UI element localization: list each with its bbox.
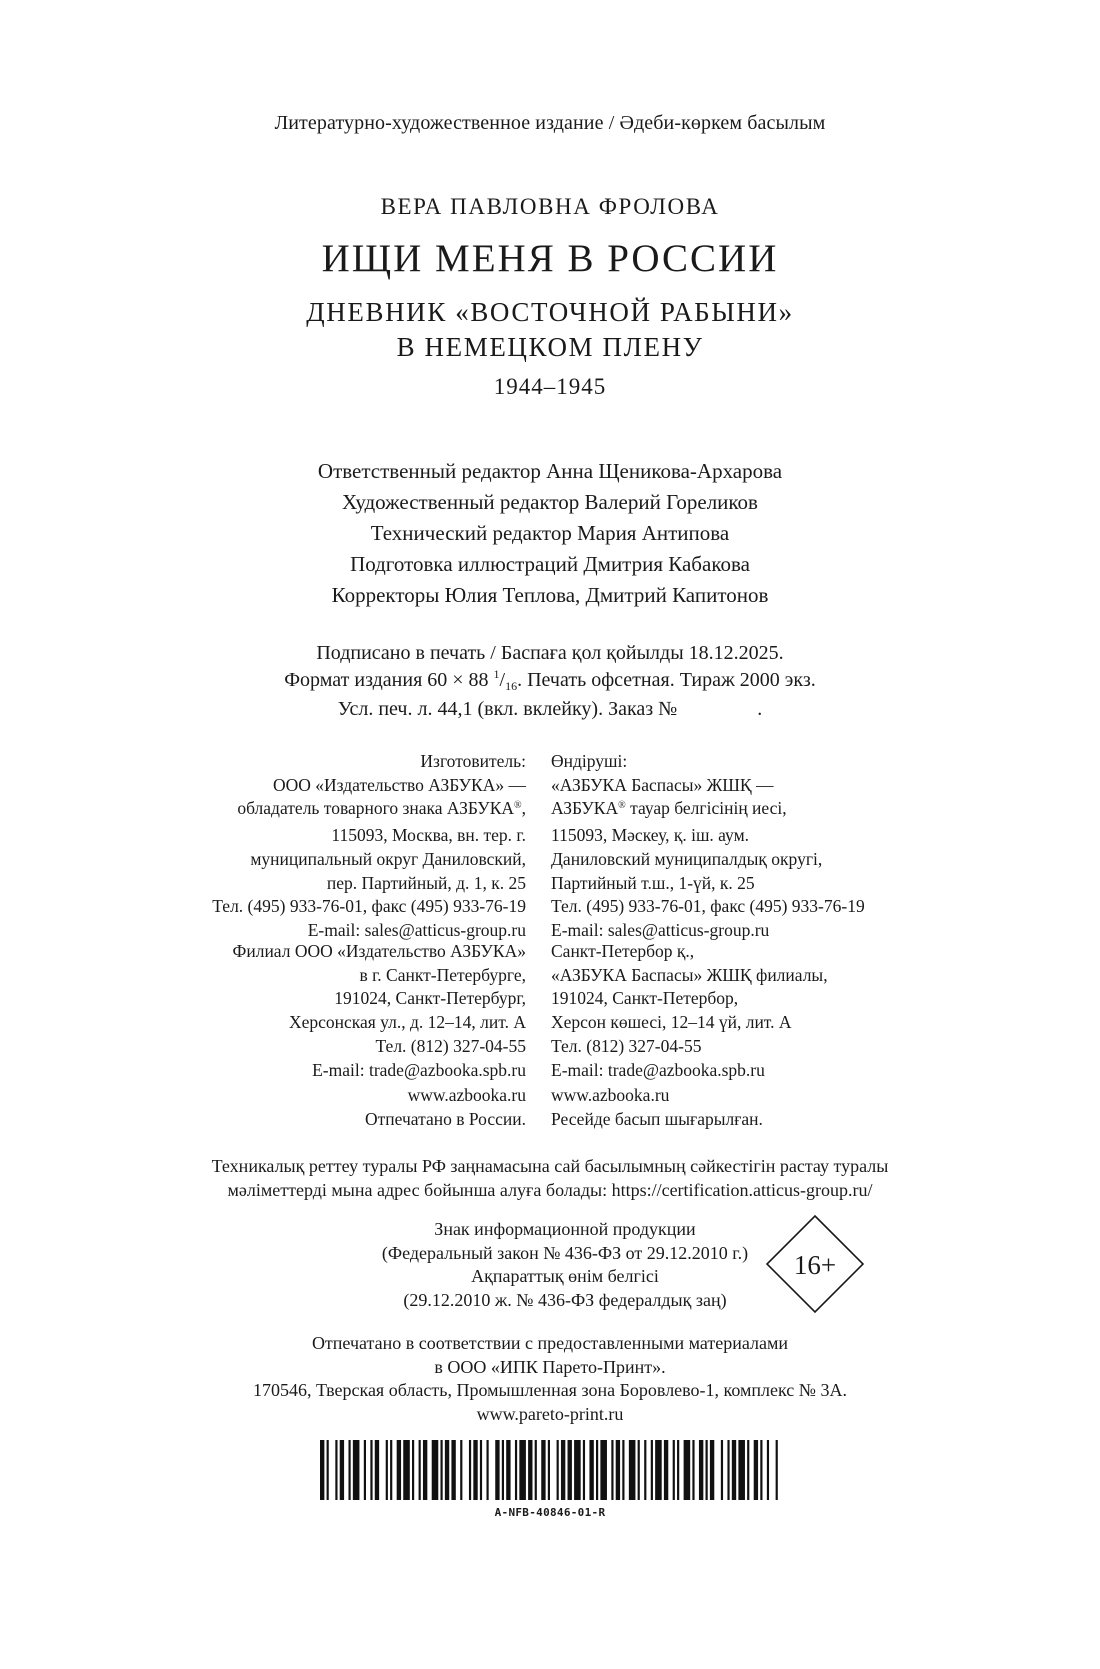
barcode-bar [375, 1440, 379, 1500]
registered-mark: ® [618, 800, 626, 812]
branch-ru-line: в г. Санкт-Петербурге, [359, 964, 526, 985]
sheets-end: . [757, 698, 763, 720]
publisher-kz-line: Өндіруші: [551, 751, 628, 771]
barcode-bar [486, 1440, 488, 1500]
barcode-bar [535, 1440, 537, 1500]
info-sign-line: Ақпараттық өнім белгісі [471, 1266, 659, 1287]
barcode-bar [760, 1440, 762, 1500]
barcode-bar [451, 1440, 455, 1500]
printing-website: www.pareto-print.ru [476, 1404, 624, 1425]
barcode-bar [528, 1440, 532, 1500]
barcode-bar [419, 1440, 421, 1500]
branch-ru-email: E-mail: trade@azbooka.spb.ru [312, 1059, 526, 1080]
publisher-ru-line [80, 797, 526, 824]
printing-info [0, 1332, 1100, 1427]
barcode-bar [412, 1440, 414, 1500]
branch-kz-line: 191024, Санкт-Петербор, [551, 988, 739, 1009]
website-ru: www.azbooka.ru [407, 1085, 526, 1105]
format-line [0, 667, 1100, 696]
barcode-bar [390, 1440, 392, 1500]
barcode-bar [423, 1440, 427, 1500]
barcode-bar [445, 1440, 449, 1500]
publisher-kz-line: 115093, Мәскеу, қ. іш. аум. [551, 825, 750, 846]
branch-ru [80, 940, 526, 1082]
barcode-bar [664, 1440, 668, 1500]
barcode-bar [473, 1440, 477, 1500]
barcode-bar [651, 1440, 653, 1500]
barcode-bar [502, 1440, 504, 1500]
barcode-bar [370, 1440, 372, 1500]
credit-name: Валерий Гореликов [584, 490, 758, 514]
credit-role: Ответственный редактор [317, 459, 541, 483]
years: 1944–1945 [493, 374, 607, 399]
format-numerator: 1 [493, 667, 500, 681]
info-sign-line: (29.12.2010 ж. № 436-ФЗ федералдық заң) [403, 1290, 727, 1311]
credit-role: Подготовка иллюстраций [350, 552, 579, 576]
credit-line [0, 456, 1100, 487]
barcode-bar [747, 1440, 749, 1500]
barcode-bar [480, 1440, 482, 1500]
barcode-bar [541, 1440, 545, 1500]
barcode-bar [583, 1440, 585, 1500]
barcode-bar [684, 1440, 691, 1500]
barcode-bar [432, 1440, 439, 1500]
publisher-kz-line [551, 797, 1011, 824]
subtitle-line-2: В НЕМЕЦКОМ ПЛЕНУ [396, 332, 704, 362]
publisher-ru-line: Тел. (495) 933-76-01, факс (495) 933-76-19 [212, 896, 526, 917]
barcode-bar [440, 1440, 442, 1500]
info-sign-line: (Федеральный закон № 436-ФЗ от 29.12.2010 г.) [381, 1242, 749, 1263]
barcode-bar [327, 1440, 329, 1500]
trademark-tail: , [521, 798, 526, 819]
publisher-kz-line: «АЗБУКА Баспасы» ЖШҚ — [551, 774, 774, 795]
barcode-bar [622, 1440, 624, 1500]
barcode-bar [557, 1440, 559, 1500]
barcode-code: A-NFB-40846-01-R [494, 1506, 606, 1519]
branch-ru-line: Тел. (812) 327-04-55 [375, 1035, 526, 1056]
edition-type: Литературно-художественное издание / Әдеби-көркем басылым [274, 112, 826, 134]
print-info [0, 640, 1100, 723]
barcode-bar [519, 1440, 526, 1500]
barcode-bar [629, 1440, 636, 1500]
publisher-ru-line: 115093, Москва, вн. тер. г. [331, 825, 526, 846]
branch-ru-line: Херсонская ул., д. 12–14, лит. А [288, 1012, 526, 1033]
certification-line: Техникалық реттеу туралы РФ заңнамасына сай басылымның сәйкестігін растау туралы [211, 1156, 889, 1176]
barcode-bar [644, 1440, 646, 1500]
barcode-bar [677, 1440, 679, 1500]
publisher-ru-line: Изготовитель: [420, 751, 526, 771]
publisher-kz-line: Партийный т.ш., 1-үй, к. 25 [551, 872, 755, 893]
barcode-bar [699, 1440, 703, 1500]
printing-line: Отпечатано в соответствии с предоставленными материалами [311, 1333, 789, 1353]
printing-line: в ООО «ИПК Парето-Принт». [434, 1356, 666, 1377]
branch-kz-line: Херсон көшесі, 12–14 үй, лит. А [551, 1012, 792, 1033]
trademark-text: АЗБУКА [551, 798, 619, 819]
info-product-sign [340, 1218, 790, 1313]
format-prefix: Формат издания 60 × 88 [284, 669, 489, 691]
barcode-bar [732, 1440, 736, 1500]
barcode-bar [754, 1440, 758, 1500]
publisher-kz-line: Даниловский муниципалдық округі, [551, 848, 823, 869]
website-kz: www.azbooka.ru [551, 1085, 670, 1105]
format-slash: / [499, 669, 506, 691]
credit-line [0, 487, 1100, 518]
barcode-bar [721, 1440, 723, 1500]
barcode-bar [348, 1440, 350, 1500]
printed-in-kz: Ресейде басып шығарылған. [551, 1108, 763, 1129]
branch-ru-line: Филиал ООО «Издательство АЗБУКА» [232, 941, 526, 961]
barcode-bar [706, 1440, 708, 1500]
barcode-bar [386, 1440, 388, 1500]
barcode-bar [692, 1440, 694, 1500]
trademark-text: обладатель товарного знака АЗБУКА [237, 798, 515, 819]
barcode-bar [710, 1440, 714, 1500]
barcode [320, 1440, 780, 1500]
signed-date: Подписано в печать / Баспаға қол қойылды 18.12.2025. [316, 642, 784, 664]
barcode-bar [574, 1440, 581, 1500]
barcode-bar [335, 1440, 337, 1500]
subtitle-line-1: ДНЕВНИК «ВОСТОЧНОЙ РАБЫНИ» [306, 297, 794, 327]
barcode-bar [561, 1440, 565, 1500]
barcode-bar [403, 1440, 410, 1500]
branch-ru-line: 191024, Санкт-Петербург, [334, 988, 526, 1009]
publisher-kz-line: Тел. (495) 933-76-01, факс (495) 933-76-19 [551, 896, 865, 917]
format-denominator: 16 [505, 679, 518, 693]
age-rating-badge [765, 1214, 865, 1314]
certification-note [0, 1155, 1100, 1202]
credit-role: Художественный редактор [342, 490, 580, 514]
branch-kz-line: Санкт-Петербор қ., [551, 941, 695, 961]
barcode-bar [320, 1440, 324, 1500]
branch-kz-line: Тел. (812) 327-04-55 [551, 1035, 702, 1056]
registered-mark: ® [514, 800, 522, 812]
barcode-bar [469, 1440, 471, 1500]
barcode-bar [460, 1440, 462, 1500]
web-ru [80, 1084, 526, 1131]
printed-in-ru: Отпечатано в России. [365, 1108, 526, 1129]
barcode-bar [589, 1440, 593, 1500]
barcode-bar [616, 1440, 620, 1500]
format-suffix: . Печать офсетная. Тираж 2000 экз. [517, 669, 816, 691]
publisher-ru-line: муниципальный округ Даниловский, [250, 848, 526, 869]
info-sign-line: Знак информационной продукции [434, 1219, 696, 1239]
barcode-bar [776, 1440, 778, 1500]
barcode-bar [397, 1440, 401, 1500]
barcode-bar [506, 1440, 510, 1500]
credit-line [0, 549, 1100, 580]
credit-role: Корректоры [331, 583, 440, 607]
branch-kz-line: «АЗБУКА Баспасы» ЖШҚ филиалы, [551, 964, 828, 985]
credit-name: Мария Антипова [577, 521, 730, 545]
certification-line: мәліметтерді мына адрес бойынша алуға болады: https://certification.atticus-group.ru/ [227, 1179, 873, 1200]
barcode-bar [548, 1440, 550, 1500]
barcode-bar [596, 1440, 598, 1500]
barcode-bar [515, 1440, 517, 1500]
barcode-bar [727, 1440, 729, 1500]
barcode-bar [611, 1440, 613, 1500]
barcode-bar [655, 1440, 662, 1500]
credit-name: Анна Щеникова-Архарова [546, 459, 783, 483]
editorial-credits [0, 456, 1100, 611]
barcode-bar [738, 1440, 745, 1500]
barcode-bar [568, 1440, 572, 1500]
age-rating-text: 16+ [793, 1250, 837, 1280]
barcode-bar [353, 1440, 360, 1500]
publisher-ru-email: E-mail: sales@atticus-group.ru [307, 919, 526, 940]
printing-line: 170546, Тверская область, Промышленная зона Боровлево-1, комплекс № 3А. [253, 1380, 847, 1401]
branch-kz [551, 940, 1011, 1082]
barcode-bar [340, 1440, 344, 1500]
trademark-tail: тауар белгісінің иесі, [625, 798, 787, 819]
author-name: ВЕРА ПАВЛОВНА ФРОЛОВА [380, 194, 720, 219]
web-kz [551, 1084, 1011, 1131]
credit-name: Юлия Теплова, Дмитрий Капитонов [444, 583, 769, 607]
barcode-bar [495, 1440, 499, 1500]
publisher-kz-email: E-mail: sales@atticus-group.ru [551, 919, 770, 940]
credit-line [0, 580, 1100, 611]
credit-name: Дмитрия Кабакова [583, 552, 750, 576]
barcode-bar [600, 1440, 607, 1500]
branch-kz-email: E-mail: trade@azbooka.spb.ru [551, 1059, 765, 1080]
barcode-bar [673, 1440, 675, 1500]
credit-line [0, 518, 1100, 549]
publisher-ru [80, 750, 526, 943]
barcode-bar [767, 1440, 769, 1500]
publisher-ru-line: пер. Партийный, д. 1, к. 25 [326, 872, 526, 893]
barcode-bar [364, 1440, 366, 1500]
credit-role: Технический редактор [370, 521, 572, 545]
publisher-ru-line: ООО «Издательство АЗБУКА» — [272, 774, 526, 795]
publisher-kz [551, 750, 1011, 943]
sheets-line [0, 696, 1100, 723]
book-title: ИЩИ МЕНЯ В РОССИИ [321, 237, 779, 280]
sheets-text: Усл. печ. л. 44,1 (вкл. вклейку). Заказ № [337, 698, 678, 720]
barcode-bar [638, 1440, 640, 1500]
